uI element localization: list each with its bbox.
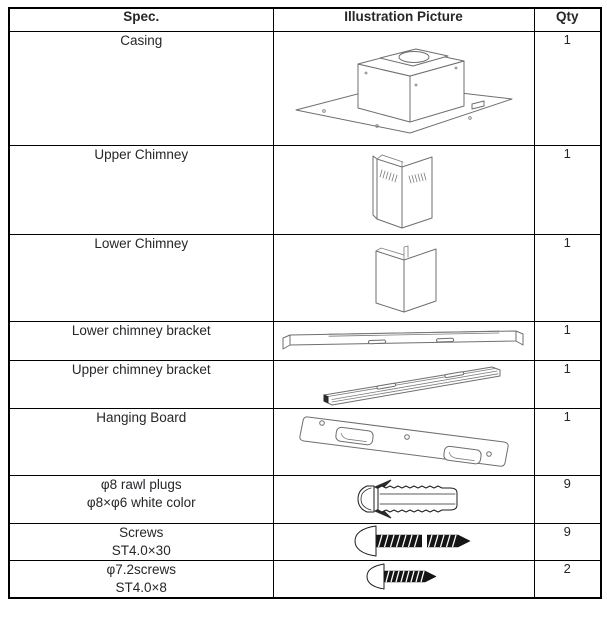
illustration-cell <box>273 409 534 476</box>
spec-label: Upper Chimney <box>94 147 189 162</box>
qty-cell: 1 <box>534 361 601 409</box>
spec-cell <box>9 561 273 599</box>
spec-cell <box>9 146 273 235</box>
qty-cell: 9 <box>534 524 601 561</box>
spec-label: Hanging Board <box>96 410 187 425</box>
parts-table <box>8 7 602 599</box>
illustration-cell <box>273 235 534 322</box>
illustration-cell <box>273 524 534 561</box>
spec-cell <box>9 476 273 524</box>
lower-chimney-illustration <box>274 235 535 320</box>
table-row-upper-chimney <box>9 146 601 235</box>
qty-cell: 1 <box>534 322 601 361</box>
upper-chimney-illustration <box>274 146 535 233</box>
table-row-casing <box>9 32 601 146</box>
hanging-board-illustration <box>274 409 535 474</box>
spec-sublabel: ST4.0×30 <box>111 543 171 558</box>
table-row-lower-chimney-bracket <box>9 322 601 361</box>
illustration-cell <box>273 561 534 599</box>
spec-cell <box>9 524 273 561</box>
header-qty: Qty <box>534 8 601 32</box>
long-screw-illustration <box>274 524 535 558</box>
rawl-plug-illustration <box>274 476 535 522</box>
short-screw-illustration <box>274 561 535 592</box>
spec-cell <box>9 361 273 409</box>
spec-label: φ7.2screws <box>106 562 177 577</box>
casing-illustration <box>274 32 535 144</box>
table-row-upper-chimney-bracket <box>9 361 601 409</box>
illustration-cell <box>273 322 534 361</box>
qty-cell: 1 <box>534 235 601 322</box>
table-row-rawl-plugs <box>9 476 601 524</box>
lower-chimney-bracket-illustration <box>274 322 535 359</box>
header-illustration: Illustration Picture <box>273 8 534 32</box>
spec-cell <box>9 235 273 322</box>
table-row-lower-chimney <box>9 235 601 322</box>
qty-cell: 1 <box>534 146 601 235</box>
spec-cell <box>9 32 273 146</box>
spec-label: Upper chimney bracket <box>71 362 211 377</box>
spec-sublabel: ST4.0×8 <box>115 580 167 595</box>
illustration-cell <box>273 476 534 524</box>
table-row-screws-long <box>9 524 601 561</box>
spec-label: Lower chimney bracket <box>71 323 211 338</box>
illustration-cell <box>273 361 534 409</box>
spec-cell <box>9 409 273 476</box>
illustration-cell <box>273 32 534 146</box>
spec-cell <box>9 322 273 361</box>
qty-cell: 2 <box>534 561 601 599</box>
spec-label: Screws <box>119 525 164 540</box>
qty-cell: 1 <box>534 409 601 476</box>
illustration-cell <box>273 146 534 235</box>
spec-label: φ8 rawl plugs <box>100 477 182 492</box>
header-spec: Spec. <box>9 8 273 32</box>
table-row-screws-short <box>9 561 601 599</box>
upper-chimney-bracket-illustration <box>274 361 535 407</box>
qty-cell: 9 <box>534 476 601 524</box>
spec-label: Lower Chimney <box>94 236 189 251</box>
table-row-hanging-board <box>9 409 601 476</box>
header-row <box>9 8 601 32</box>
spec-sublabel: φ8×φ6 white color <box>86 495 196 510</box>
spec-label: Casing <box>120 33 163 48</box>
qty-cell: 1 <box>534 32 601 146</box>
